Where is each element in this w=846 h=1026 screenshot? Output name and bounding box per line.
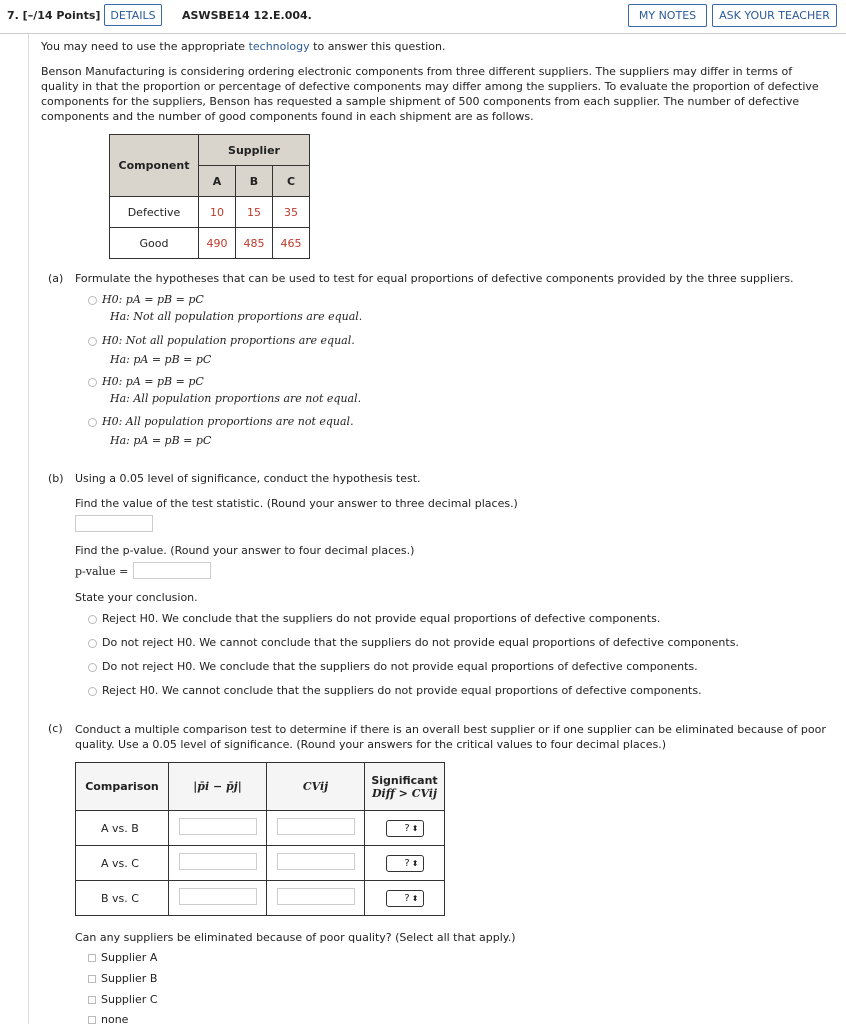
radio-icon[interactable] [88, 378, 97, 387]
conclusion-option-3[interactable]: Do not reject H0. We conclude that the suppliers do not provide equal proportions of defective components. [88, 660, 698, 673]
diff-cell [169, 881, 267, 916]
part-c-prompt: Conduct a multiple comparison test to determine if there is an overall best supplier or if one supplier can be eliminated because of poor quality. Use a 0.05 level of significance. (Round your answers for the critical values to four decimal places.) [75, 723, 826, 751]
hypothesis-option-4-ha: Ha: pA = pB = pC [110, 434, 212, 447]
conclusion-option-2[interactable]: Do not reject H0. We cannot conclude that the suppliers do not provide equal proportions of defective components. [88, 636, 739, 649]
component-header: Component [110, 135, 199, 197]
significant-select-ab[interactable]: ? ⬍ [386, 820, 424, 837]
diff-cell [169, 846, 267, 881]
eliminate-prompt: Can any suppliers be eliminated because of poor quality? (Select all that apply.) [75, 931, 516, 944]
conclusion-option-4[interactable]: Reject H0. We cannot conclude that the suppliers do not provide equal proportions of defective components. [88, 684, 702, 697]
hypothesis-option-3-ha: Ha: All population proportions are not equal. [110, 392, 362, 405]
checkbox-none[interactable]: none [88, 1013, 128, 1026]
test-stat-prompt: Find the value of the test statistic. (Round your answer to three decimal places.) [75, 497, 518, 510]
hypothesis-option-4[interactable]: H0: All population proportions are not equal. [88, 415, 354, 428]
diff-input-ab[interactable] [179, 818, 257, 835]
details-button[interactable]: DETAILS [104, 4, 162, 26]
cv-input-ac[interactable] [277, 853, 355, 870]
checkbox-icon[interactable] [88, 996, 96, 1004]
hypothesis-option-2-ha: Ha: pA = pB = pC [110, 353, 212, 366]
part-a-label: (a) [48, 272, 64, 285]
comparison-row-label: A vs. C [76, 846, 169, 881]
comparison-header: Comparison [76, 763, 169, 811]
good-a: 490 [199, 228, 236, 259]
hypothesis-option-1-ha: Ha: Not all population proportions are equal. [110, 310, 363, 323]
left-rule [28, 34, 29, 1024]
defective-c: 35 [273, 197, 310, 228]
good-c: 465 [273, 228, 310, 259]
sig-cell [365, 811, 445, 846]
row-label-good: Good [110, 228, 199, 259]
supplier-b-header: B [236, 166, 273, 197]
problem-statement: Benson Manufacturing is considering ordering electronic components from three different suppliers. The suppliers may differ in terms of quality in that the proportion or percentage of defective components may differ among the suppliers. To evaluate the proportion of defective components for the suppliers, Benson has requested a sample shipment of 500 components from each supplier. The number of defective components and the number of good components found in each shipment are as follows. [41, 65, 819, 123]
conclusion-prompt: State your conclusion. [75, 591, 198, 604]
radio-icon[interactable] [88, 296, 97, 305]
sig-cell [365, 846, 445, 881]
significant-select-ac[interactable]: ? ⬍ [386, 855, 424, 872]
question-header [0, 0, 846, 34]
defective-a: 10 [199, 197, 236, 228]
hypothesis-option-3[interactable]: H0: pA = pB = pC [88, 375, 204, 388]
technology-link[interactable]: technology [248, 40, 310, 53]
checkbox-supplier-c[interactable]: Supplier C [88, 993, 158, 1006]
chevron-updown-icon: ⬍ [411, 893, 419, 903]
question-number: 7. [–/14 Points] [7, 9, 101, 22]
radio-icon[interactable] [88, 639, 97, 648]
radio-icon[interactable] [88, 663, 97, 672]
part-b-prompt: Using a 0.05 level of significance, conduct the hypothesis test. [75, 472, 421, 485]
part-b-label: (b) [48, 472, 64, 485]
ask-teacher-button[interactable]: ASK YOUR TEACHER [712, 4, 837, 27]
supplier-c-header: C [273, 166, 310, 197]
good-b: 485 [236, 228, 273, 259]
p-value-input[interactable] [133, 562, 211, 579]
supplier-data-table [109, 134, 310, 259]
comparison-row-label: B vs. C [76, 881, 169, 916]
technology-note: You may need to use the appropriate technology to answer this question. [41, 40, 446, 53]
my-notes-button[interactable]: MY NOTES [628, 4, 707, 27]
row-label-defective: Defective [110, 197, 199, 228]
radio-icon[interactable] [88, 418, 97, 427]
diff-header: |p̄i − p̄j| [169, 763, 267, 811]
chevron-updown-icon: ⬍ [411, 858, 419, 868]
radio-icon[interactable] [88, 337, 97, 346]
chevron-updown-icon: ⬍ [411, 823, 419, 833]
significant-select-bc[interactable]: ? ⬍ [386, 890, 424, 907]
comparison-row-label: A vs. B [76, 811, 169, 846]
part-c-label: (c) [48, 722, 63, 735]
cv-input-bc[interactable] [277, 888, 355, 905]
cv-cell [267, 881, 365, 916]
cv-cell [267, 811, 365, 846]
sig-cell [365, 881, 445, 916]
hypothesis-option-2[interactable]: H0: Not all population proportions are equal. [88, 334, 355, 347]
significant-header: Significant Diff > CVij [365, 763, 445, 811]
supplier-header: Supplier [199, 135, 310, 166]
hypothesis-option-1[interactable]: H0: pA = pB = pC [88, 293, 204, 306]
comparison-table [75, 762, 445, 916]
checkbox-supplier-b[interactable]: Supplier B [88, 972, 157, 985]
cv-header: CVij [267, 763, 365, 811]
cv-input-ab[interactable] [277, 818, 355, 835]
diff-input-bc[interactable] [179, 888, 257, 905]
p-value-label: p-value = [75, 565, 129, 578]
p-value-prompt: Find the p-value. (Round your answer to four decimal places.) [75, 544, 415, 557]
cv-cell [267, 846, 365, 881]
defective-b: 15 [236, 197, 273, 228]
supplier-a-header: A [199, 166, 236, 197]
part-a-prompt: Formulate the hypotheses that can be used to test for equal proportions of defective components provided by the three suppliers. [75, 272, 794, 285]
checkbox-icon[interactable] [88, 1016, 96, 1024]
test-statistic-input[interactable] [75, 515, 153, 532]
conclusion-option-1[interactable]: Reject H0. We conclude that the suppliers do not provide equal proportions of defective components. [88, 612, 660, 625]
question-code: ASWSBE14 12.E.004. [182, 9, 312, 22]
diff-cell [169, 811, 267, 846]
radio-icon[interactable] [88, 687, 97, 696]
radio-icon[interactable] [88, 615, 97, 624]
checkbox-supplier-a[interactable]: Supplier A [88, 951, 157, 964]
diff-input-ac[interactable] [179, 853, 257, 870]
checkbox-icon[interactable] [88, 975, 96, 983]
checkbox-icon[interactable] [88, 954, 96, 962]
